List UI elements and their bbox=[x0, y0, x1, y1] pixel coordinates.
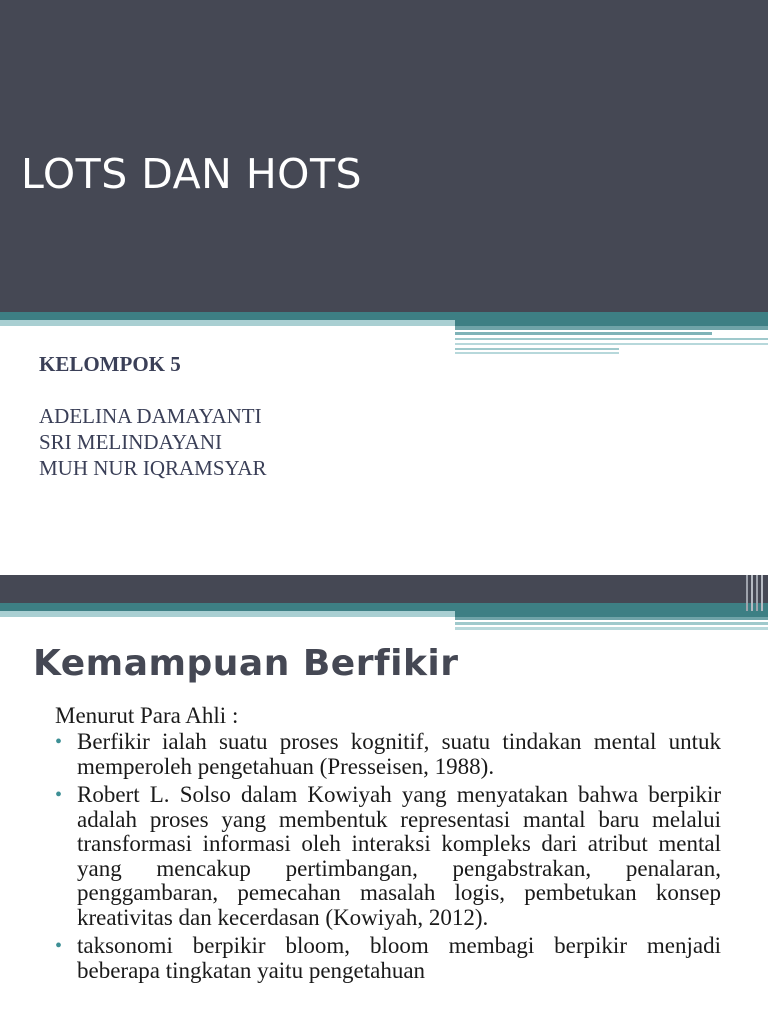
list-item bbox=[55, 934, 721, 983]
slide-title: LOTS DAN HOTS bbox=[21, 150, 363, 198]
list-item bbox=[55, 783, 721, 930]
bullet-text: Robert L. Solso dalam Kowiyah yang menyatakan bahwa berpikir adalah proses yang membentuk representasi mantal baru melalui transformasi informasi oleh interaksi kompleks dari atribut mental yang mencakup pertimbangan, pengabstrakan, penalaran, penggambaran, pemecahan masalah logis, pembetukan konsep kreativitas dan kecerdasan (Kowiyah, 2012). bbox=[77, 782, 721, 930]
member-name: SRI MELINDAYANI bbox=[39, 430, 222, 454]
member-name: ADELINA DAMAYANTI bbox=[39, 404, 262, 428]
list-item bbox=[55, 730, 721, 779]
bullet-text: Berfikir ialah suatu proses kognitif, suatu tindakan mental untuk memperoleh pengetahuan (Presseisen, 1988). bbox=[77, 729, 721, 779]
member-name: MUH NUR IQRAMSYAR bbox=[39, 456, 267, 480]
bullet-text: taksonomi berpikir bloom, bloom membagi berpikir menjadi beberapa tingkatan yaitu pengetahuan bbox=[77, 933, 721, 983]
bullet-icon: • bbox=[55, 784, 63, 806]
bullet-icon: • bbox=[55, 935, 63, 957]
content-slide bbox=[0, 575, 768, 1024]
content-header-band bbox=[0, 575, 768, 603]
member-list bbox=[39, 403, 267, 481]
bullet-icon: • bbox=[55, 731, 63, 753]
bullet-list bbox=[55, 730, 721, 987]
slide-title: Kemampuan Berfikir bbox=[33, 643, 459, 684]
intro-text: Menurut Para Ahli : bbox=[55, 703, 239, 728]
group-name: KELOMPOK 5 bbox=[39, 352, 181, 376]
